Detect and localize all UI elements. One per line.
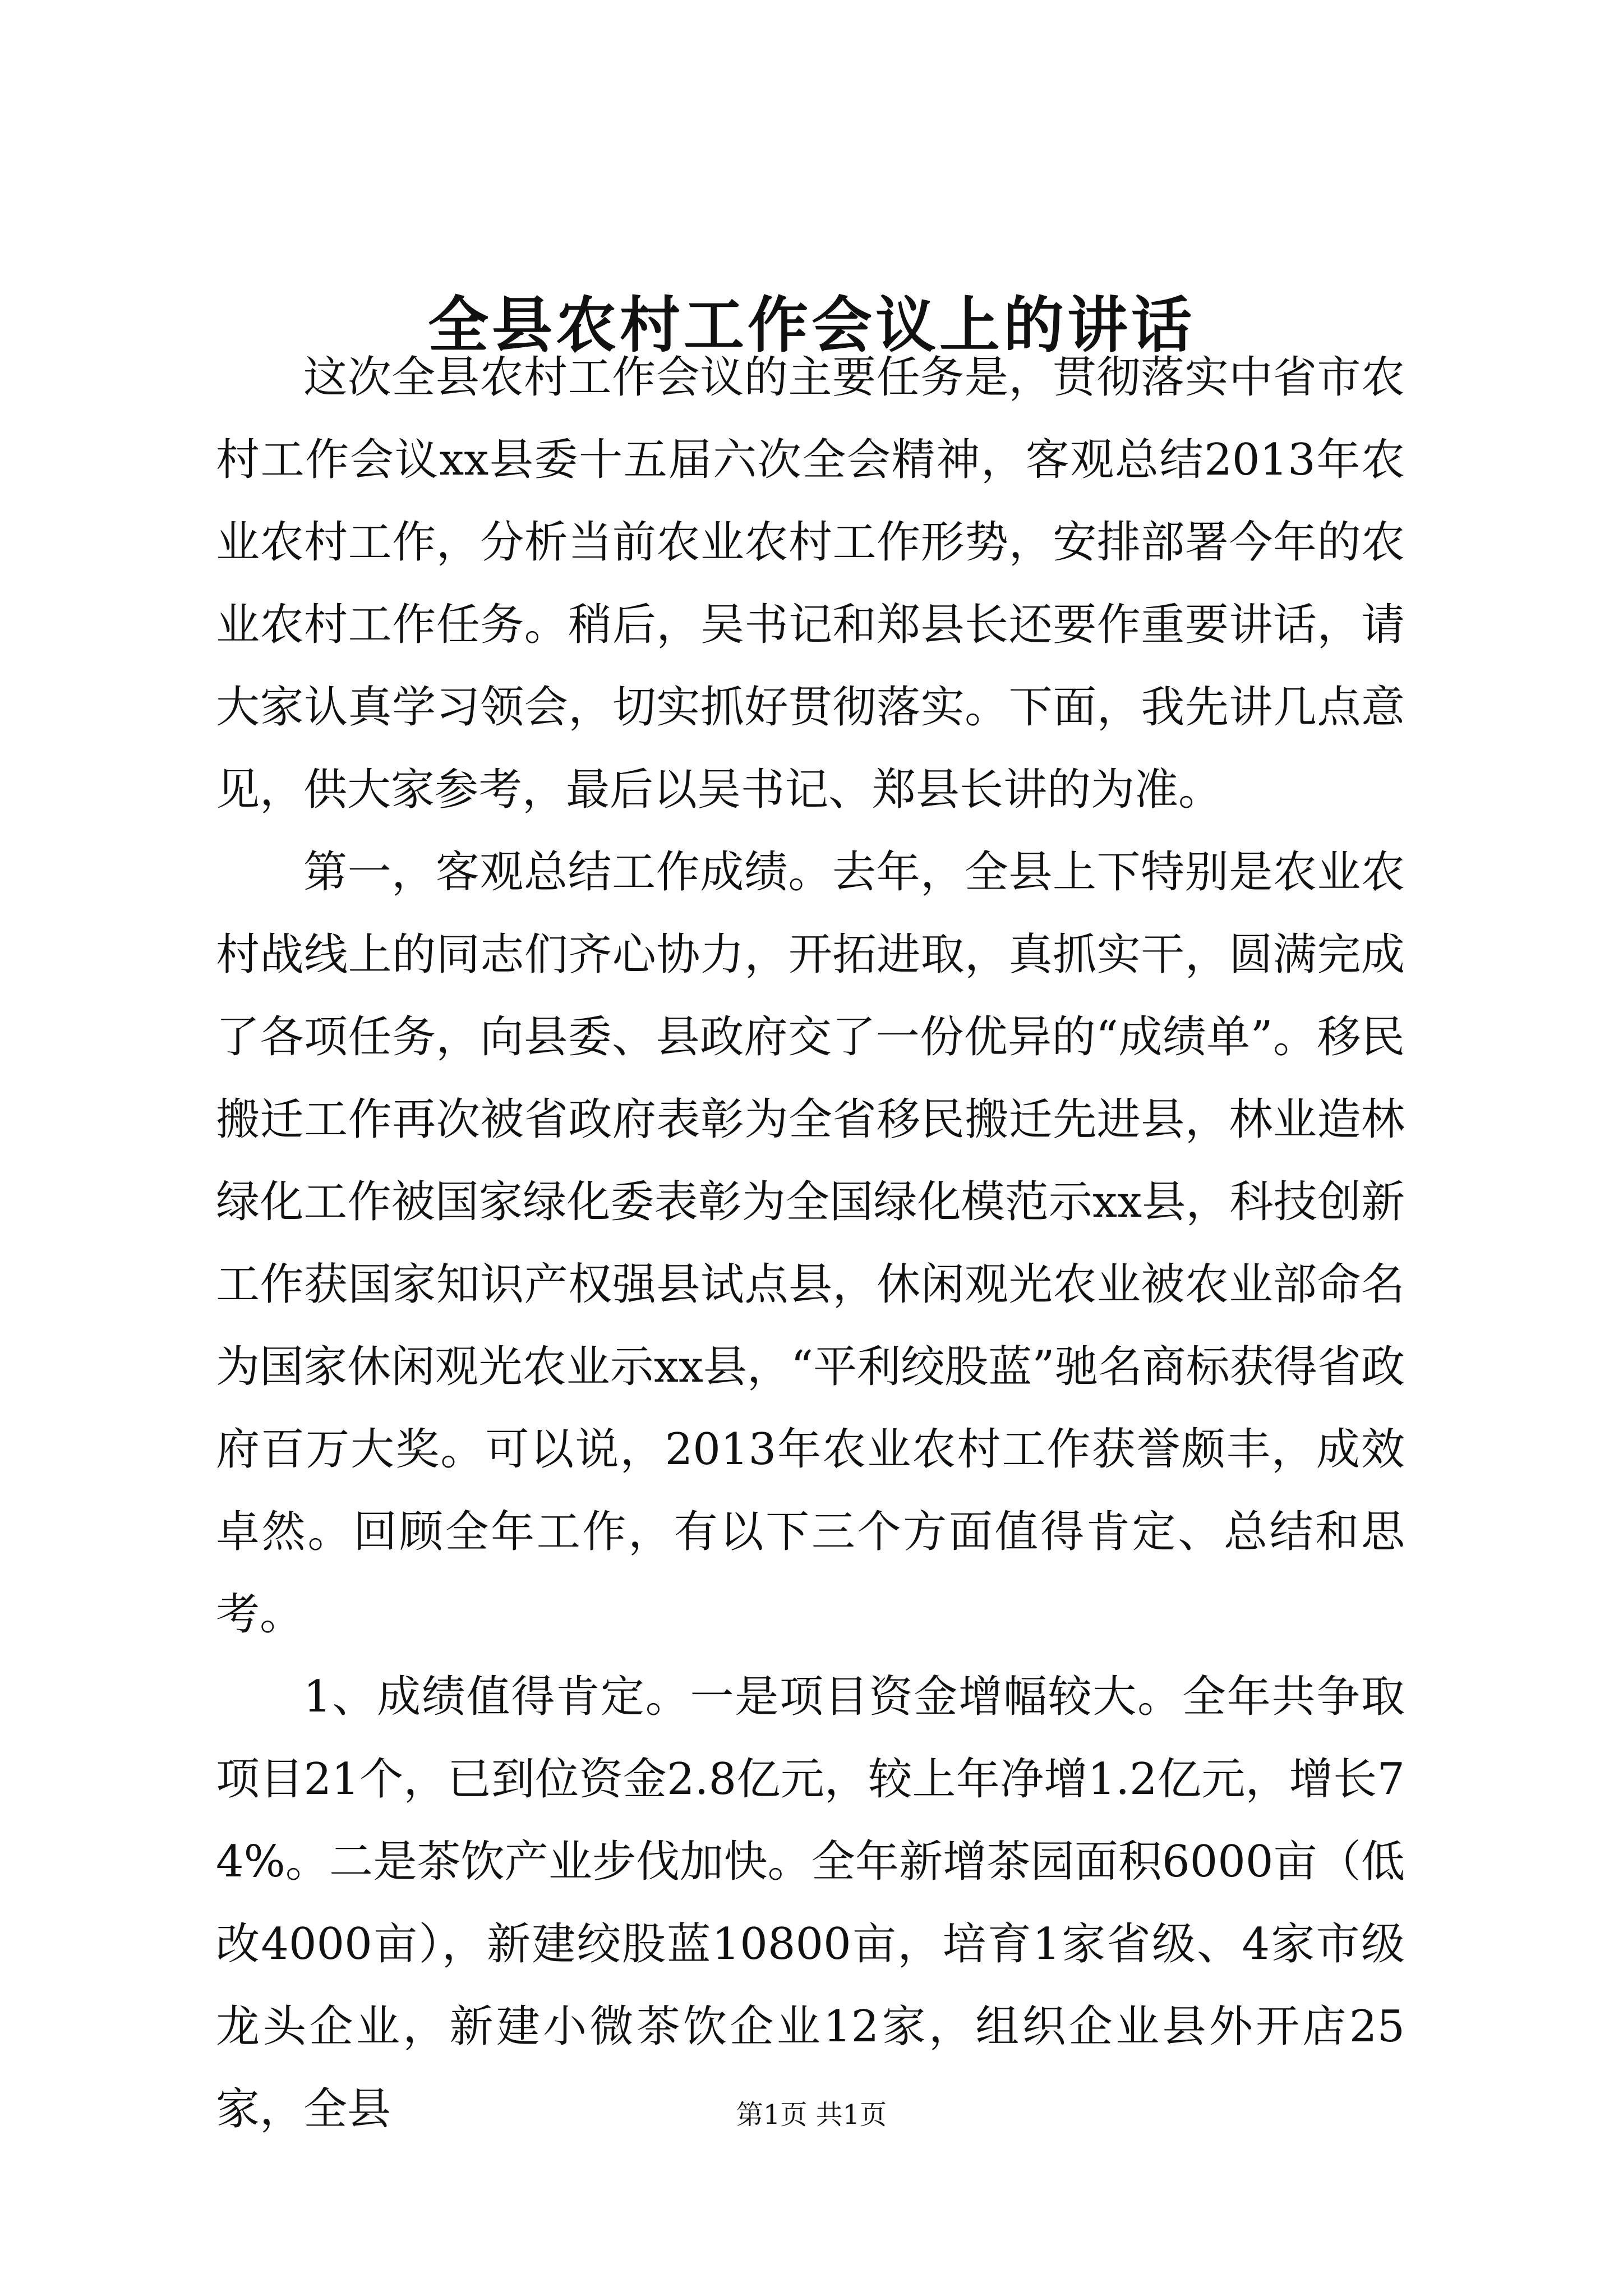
page-number-footer: 第1页 共1页 <box>736 2099 887 2131</box>
paragraph-achievements: 1、成绩值得肯定。一是项目资金增幅较大。全年共争取项目21个，已到位资金2.8亿元，较上年净增1.2亿元，增长74%。二是茶饮产业步伐加快。全年新增茶园面积6000亩（低改4000亩），新建绞股蓝10800亩，培育1家省级、4家市级龙头企业，新建小微茶饮企业12家，组织企业县外开店25家，全县 <box>216 1672 1405 2134</box>
paragraph-first-point: 第一，客观总结工作成绩。去年，全县上下特别是农业农村战线上的同志们齐心协力，开拓进取，真抓实干，圆满完成了各项任务，向县委、县政府交了一份优异的“成绩单”。移民搬迁工作再次被省政府表彰为全省移民搬迁先进县，林业造林绿化工作被国家绿化委表彰为全国绿化模范示xx县，科技创新工作获国家知识产权强县试点县，休闲观光农业被农业部命名为国家休闲观光农业示xx县，“平利绞股蓝”驰名商标获得省政府百万大奖。可以说，2013年农业农村工作获誉颇丰，成效卓然。回顾全年工作，有以下三个方面值得肯定、总结和思考。 <box>216 847 1405 1640</box>
paragraph-intro: 这次全县农村工作会议的主要任务是，贯彻落实中省市农村工作会议xx县委十五届六次全会精神，客观总结2013年农业农村工作，分析当前农业农村工作形势，安排部署今年的农业农村工作任务。稍后，吴书记和郑县长还要作重要讲话，请大家认真学习领会，切实抓好贯彻落实。下面，我先讲几点意见，供大家参考，最后以吴书记、郑县长讲的为准。 <box>216 352 1405 815</box>
document-body <box>216 337 1405 2151</box>
document-title: 全县农村工作会议上的讲话 <box>427 290 1195 361</box>
